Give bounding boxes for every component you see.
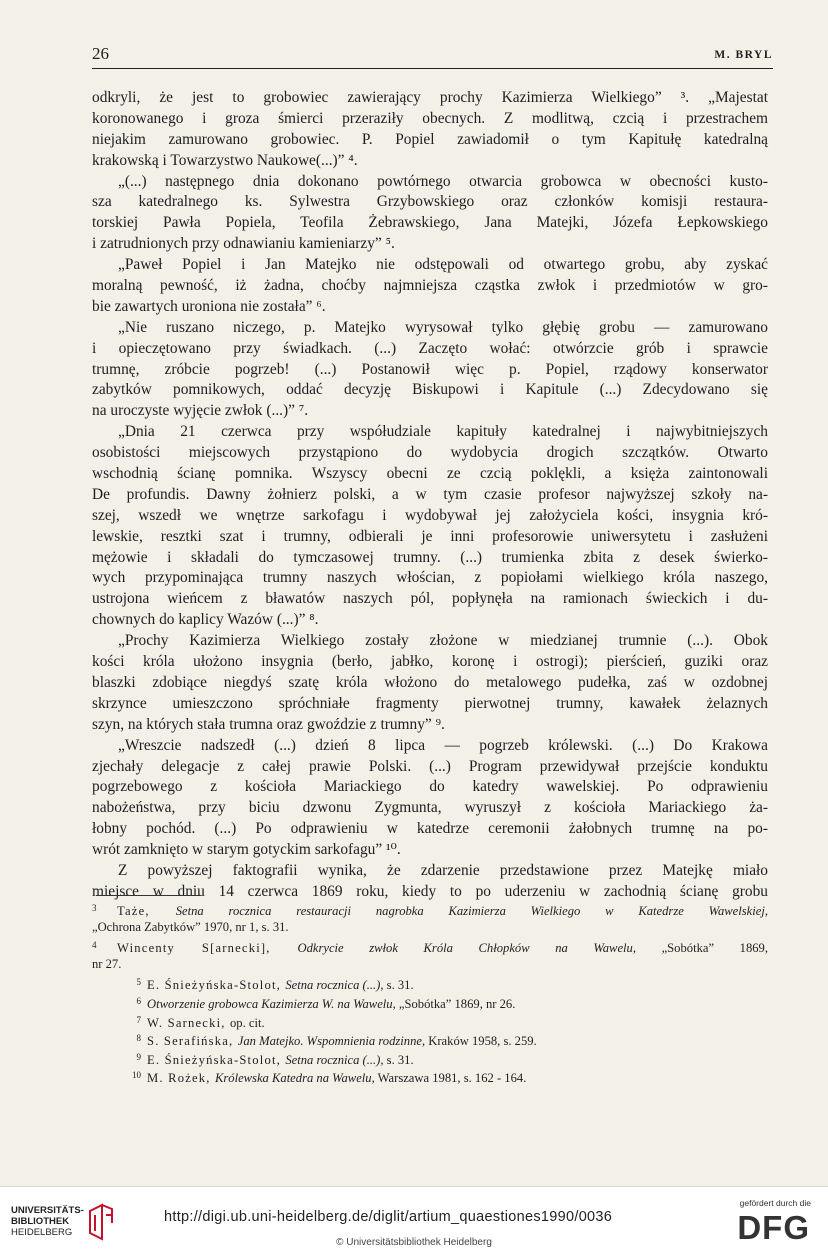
text-line: na uroczyste wyjęcie zwłok (...)” ⁷.	[92, 402, 309, 420]
footnote-8: 8 S. Serafińska, Jan Matejko. Wspomnienia rodzinne, Kraków 1958, s. 259.	[136, 1033, 537, 1049]
footnote-9: 9 E. Śnieżyńska-Stolot, Setna rocznica (...), s. 31.	[136, 1051, 414, 1067]
text-line: szyn, na których stała trumna oraz gwoździe z trumny” ⁹.	[92, 715, 445, 733]
footnote-3: 3 Taże, Setna rocznica restauracji nagrobka Kazimierza Wielkiego w Katedrze Wawelskiej,	[92, 903, 768, 918]
text-line: wschodnią ścianę pomnika. Wszyscy obecni ze czcią poklękli, a księża zaintonowali	[92, 465, 768, 483]
text-line: lewskie, resztki szat i trumny, odbierali je inni profesorowie uniwersytetu i zasłużeni	[92, 527, 768, 545]
text-line: torskiej Pawła Popiela, Teofila Żebrawskiego, Jana Matejki, Józefa Łepkowskiego	[92, 214, 768, 232]
text-line: wych przypominająca trumny naszych włościan, z popiołami wielkiego króla naszego,	[92, 569, 768, 587]
footnote-6: 6 Otworzenie grobowca Kazimierza W. na Wawelu, „Sobótka” 1869, nr 26.	[136, 995, 516, 1011]
footnote-4-cont: nr 27.	[92, 956, 122, 971]
text-line: blaszki zdobiące niegdyś szatę króla włożono do metalowego pudełka, zaś w ozdobnej	[92, 673, 768, 691]
running-head: M. BRYL	[714, 49, 773, 61]
text-line: i opieczętowano przy świadkach. (...) Zaczęto wołać: otwórzcie grób i sprawcie	[92, 339, 768, 357]
text-line: trumnę, zróbcie pogrzeb! (...) Postanowił więc p. Popiel, rządowy konserwator	[92, 360, 768, 378]
footnotes	[92, 899, 768, 1085]
footnote-10: 10 M. Rożek, Królewska Katedra na Wawelu, Warszawa 1981, s. 162 - 164.	[132, 1070, 527, 1086]
footnote-rule	[96, 895, 200, 896]
text-line: osobistości miejscowych przystąpiono do wydobycia drogich szczątków. Otwarto	[92, 444, 768, 462]
text-line: koronowanego i groza śmierci przeraziły obecnych. Z modlitwą, czcią i przestrachem	[92, 109, 768, 127]
text-line: „Nie ruszano niczego, p. Matejko wyrysował tylko głębię grobu — zamurowano	[118, 318, 768, 336]
copyright-notice: © Universitätsbibliothek Heidelberg	[336, 1237, 492, 1248]
viewer-footer	[0, 1186, 828, 1257]
text-line: niejakim zamurowano grobowiec. P. Popiel zawiadomił o tym Kapitułę katedralną	[92, 130, 768, 148]
body-text	[92, 88, 768, 903]
text-line: wrót zamknięto w starym gotyckim sarkofagu” ¹⁰.	[92, 841, 401, 859]
text-line: odkryli, że jest to grobowiec zawierający prochy Kazimierza Wielkiego” ³. „Majestat	[92, 89, 768, 106]
text-line: Z powyższej faktografii wynika, że zdarzenie przedstawione przez Matejkę miało	[118, 861, 768, 879]
text-line: sza katedralnego ks. Sylwestra Grzybowskiego oraz członków komisji restaura-	[92, 193, 768, 211]
text-line: nabożeństwa, przy biciu dzwonu Zygmunta, wyruszył z kościoła Mariackiego ża-	[92, 799, 768, 817]
funding-note: gefördert durch die	[739, 1198, 811, 1208]
text-line: mężowie i składali do tymczasowej trumny. (...) trumienka zbita z desek świerko-	[92, 548, 768, 566]
text-line: „(...) następnego dnia dokonano powtórnego otwarcia grobowca w obecności kusto-	[118, 172, 768, 190]
text-line: miejsce w dniu 14 czerwca 1869 roku, kiedy to po uderzeniu w zachodnią ścianę grobu	[92, 882, 768, 900]
text-line: bie zawartych uroniona nie została” ⁶.	[92, 297, 326, 315]
text-line: „Dnia 21 czerwca przy współudziale kapituły katedralnej i najwybitniejszych	[118, 423, 768, 441]
footnote-5: 5 E. Śnieżyńska-Stolot, Setna rocznica (...), s. 31.	[136, 977, 414, 993]
text-line: i zatrudnionych przy odnawianiu kamieniarzy” ⁵.	[92, 235, 395, 253]
text-line: „Paweł Popiel i Jan Matejko nie odstępowali od otwartego grobu, aby zyskać	[118, 256, 768, 274]
text-line: zjechały delegacje z całej prawie Polski. (...) Program przewidywał przejście konduktu	[92, 757, 768, 775]
text-line: moralną pewność, iż żadna, choćby najmniejsza cząstka zwłok i przedmiotów w gro-	[92, 277, 768, 295]
library-name: UNIVERSITÄTS- BIBLIOTHEK HEIDELBERG	[11, 1205, 84, 1238]
page-number: 26	[92, 44, 109, 63]
text-line: pogrzebowego z kościoła Mariackiego do katedry wawelskiej. Po odprawieniu	[92, 778, 768, 796]
footnote-4: 4 Wincenty S[arnecki], Odkrycie zwłok Króla Chłopków na Wawelu, „Sobótka” 1869,	[92, 940, 768, 956]
text-line: szej, wszedł we wnętrze sarkofagu i wydobywał jej założyciela kości, insygnia kró-	[92, 506, 768, 524]
footnote-3-cont: „Ochrona Zabytków” 1970, nr 1, s. 31.	[92, 919, 289, 934]
dfg-logo: DFG	[737, 1209, 810, 1246]
text-line: łobny pochód. (...) Po odprawieniu w katedrze ceremonii żałobnych trumnę na po-	[92, 820, 768, 838]
text-line: skrzynce umieszczono spróchniałe fragmenty pierwotnej trumny, kawałek żelaznych	[92, 694, 768, 712]
text-line: ustrojona wieńcem z bławatów naszych pól, popłynęła na ramionach świeckich i du-	[92, 590, 768, 608]
text-line: krakowską i Towarzystwo Naukowe(...)” ⁴.	[92, 151, 358, 169]
text-line: kości króla ułożono insygnia (berło, jabłko, koronę i ostrogi); pierścień, guziki oraz	[92, 653, 768, 671]
footnote-7: 7 W. Sarnecki, op. cit.	[136, 1014, 265, 1030]
library-logo-icon	[84, 1203, 116, 1241]
text-line: De profundis. Dawny żołnierz polski, a w tym czasie profesor najwyższej szkoły na-	[92, 485, 768, 503]
text-line: chownych do kaplicy Wazów (...)” ⁸.	[92, 611, 319, 629]
text-line: „Prochy Kazimierza Wielkiego zostały złożone w miedzianej trumnie (...). Obok	[118, 632, 768, 650]
page-header	[92, 44, 773, 69]
page-url-link[interactable]: http://digi.ub.uni-heidelberg.de/diglit/artium_quaestiones1990/0036	[164, 1209, 613, 1225]
text-line: zabytków pomnikowych, oddać decyzję Biskupowi i Kapitule (...) Zdecydowano się	[92, 381, 768, 399]
text-line: „Wreszcie nadszedł (...) dzień 8 lipca — pogrzeb królewski. (...) Do Krakowa	[118, 736, 768, 754]
